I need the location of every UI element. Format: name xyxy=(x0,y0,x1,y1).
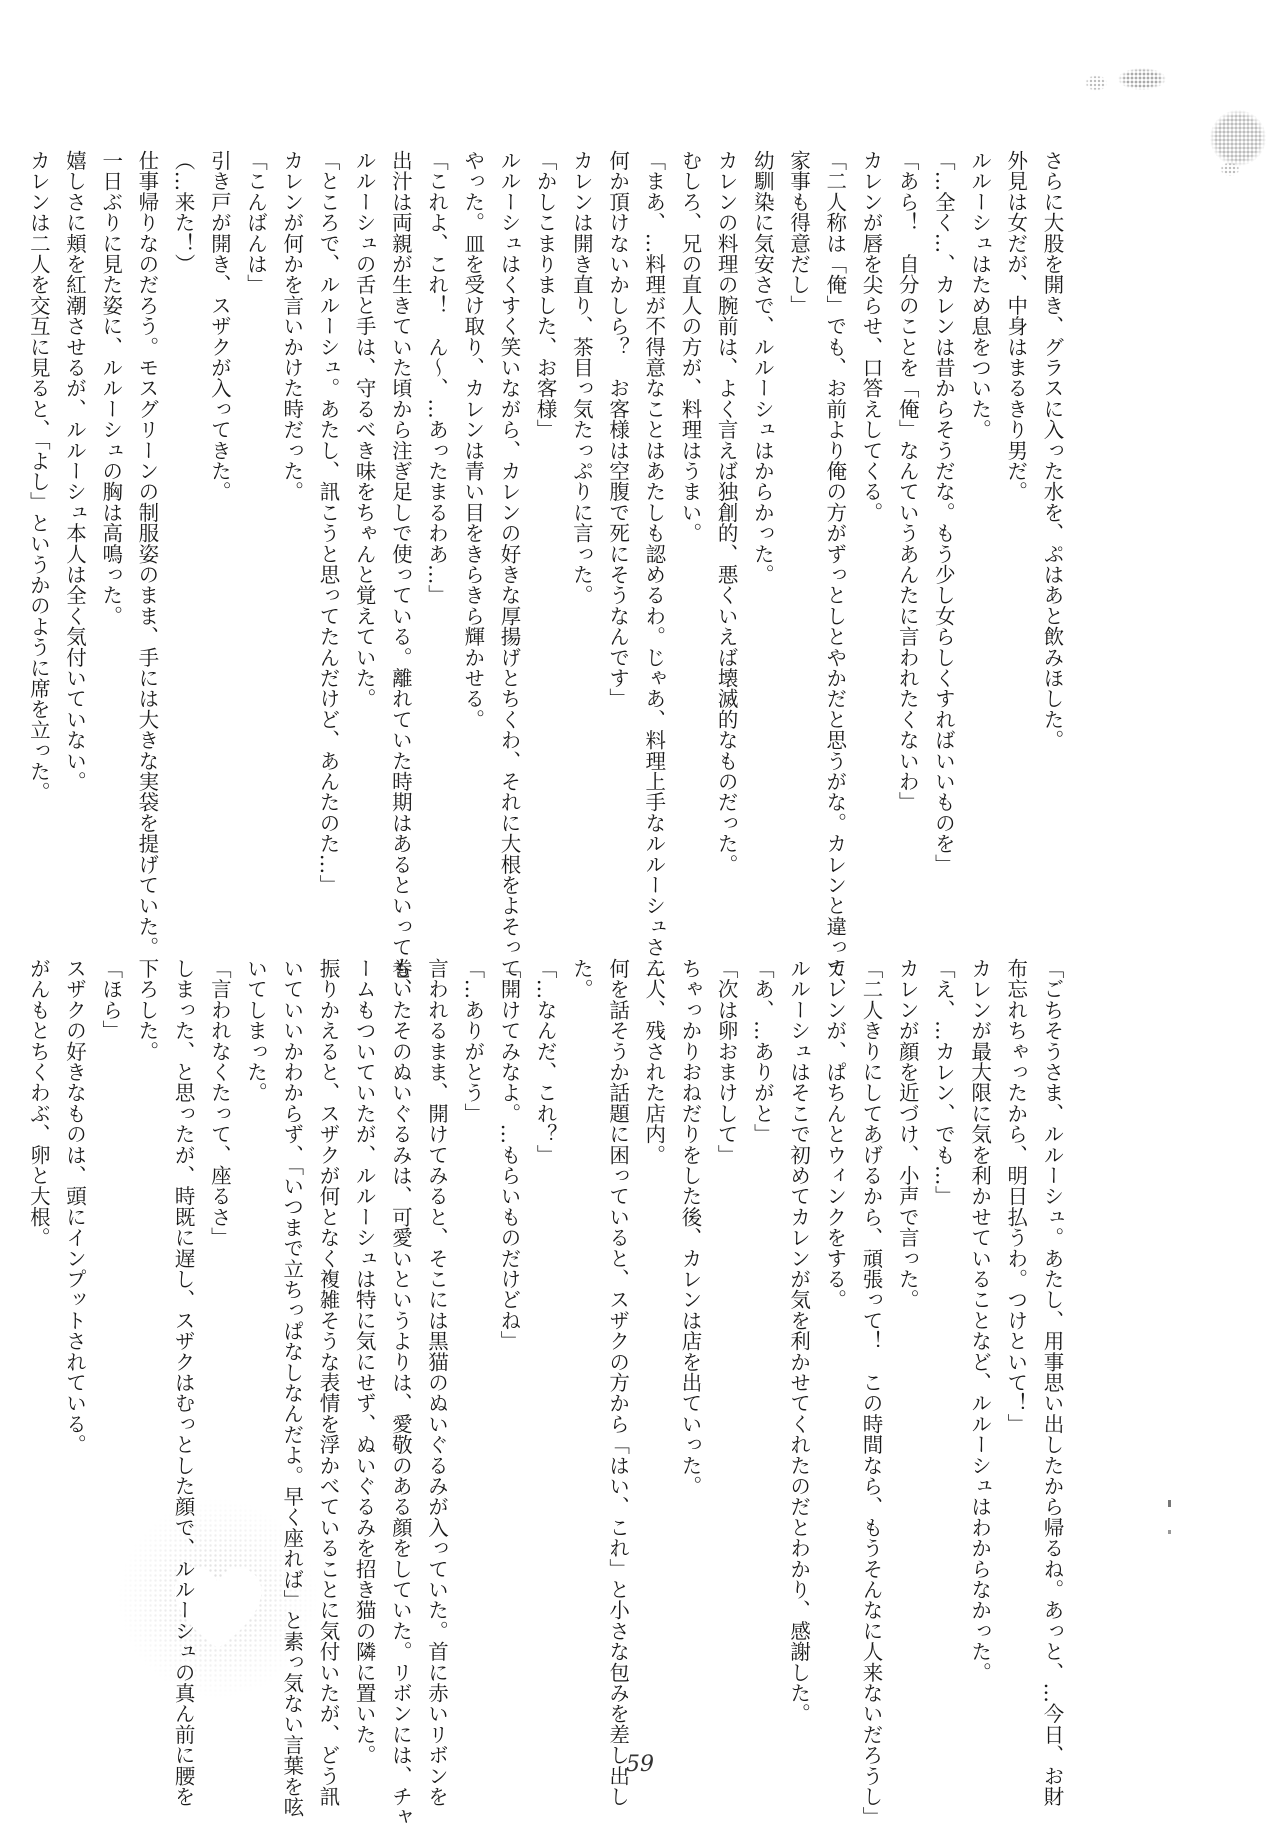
ink-mark xyxy=(1168,1530,1171,1534)
text-line: カレンが最大限に気を利かせていることなど、ルルーシュはわからなかった。 xyxy=(967,958,992,1683)
text-line: 外見は女だが、中身はまるきり男だ。 xyxy=(1003,150,1028,502)
ink-mark xyxy=(1168,1500,1171,1507)
text-line: 「二人きりにしてあげるから、頑張って！ この時間なら、もうそんなに人来ないだろうし」 xyxy=(858,958,883,1828)
text-line: ルルーシュはくすく笑いながら、カレンの好きな厚揚げとちくわ、それに大根をよそって xyxy=(496,150,521,978)
screentone-decoration xyxy=(1085,75,1107,91)
text-line: カレンは開き直り、茶目っ気たっぷりに言った。 xyxy=(569,150,594,606)
text-line: 「ごちそうさま、ルルーシュ。あたし、用事思い出したから帰るね。あっと、…今日、お財 xyxy=(1040,958,1064,1807)
text-line: いてしまった。 xyxy=(243,958,268,1103)
text-line: 「ほら」 xyxy=(98,958,123,1041)
text-line: むしろ、兄の直人の方が、料理はうまい。 xyxy=(677,150,702,544)
text-line: ルルーシュはそこで初めてカレンが気を利かせてくれたのだとわかり、感謝した。 xyxy=(786,958,811,1724)
text-line: ルルーシュはため息をついた。 xyxy=(967,150,992,440)
text-line: 何を話そうか話題に困っていると、スザクの方から「はい、これ」と小さな包みを差し出し xyxy=(605,958,630,1807)
text-line: 出汁は両親が生きていた頃から注ぎ足しで使っている。離れていた時期はあるといっても、 xyxy=(388,150,413,999)
text-line: 引き戸が開き、スザクが入ってきた。 xyxy=(207,150,232,502)
text-line: 「ところで、ルルーシュ。あたし、訊こうと思ってたんだけど、あんたのた…」 xyxy=(315,150,340,896)
text-line: カレンが顔を近づけ、小声で言った。 xyxy=(895,958,920,1310)
text-line: カレンが何かを言いかけた時だった。 xyxy=(279,150,304,502)
text-line: 布忘れちゃったから、明日払うわ。つけといて！」 xyxy=(1003,958,1028,1435)
text-line: いていいかわからず、「いつまで立ちっぱなしなんだよ。早く座れば」と素っ気ない言葉を呟 xyxy=(279,958,304,1818)
text-line: 「…なんだ、これ？」 xyxy=(533,958,558,1165)
text-line: 「これよ、これ！ ん〜、…あったまるわあ…」 xyxy=(424,150,449,606)
text-line: 下ろした。 xyxy=(134,958,159,1062)
text-line: た。 xyxy=(569,958,594,1000)
text-line: ームもついていたが、ルルーシュは特に気にせず、ぬいぐるみを招き猫の隣に置いた。 xyxy=(352,958,377,1766)
text-line: （…来た！） xyxy=(171,150,196,275)
text-line: 「…全く…、カレンは昔からそうだな。もう少し女らしくすればいいものを」 xyxy=(931,150,956,875)
text-line: 家事も得意だし」 xyxy=(786,150,811,316)
text-line: さらに大股を開き、グラスに入った水を、ぷはあと飲みほした。 xyxy=(1040,150,1064,751)
text-line: 一日ぶりに見た姿に、ルルーシュの胸は高鳴った。 xyxy=(98,150,123,627)
text-line: 「あら！ 自分のことを「俺」なんていうあんたに言われたくないわ」 xyxy=(895,150,920,813)
text-line: 言われるまま、開けてみると、そこには黒猫のぬいぐるみが入っていた。首に赤いリボンを xyxy=(424,958,449,1807)
text-line: 「え、…カレン、でも…」 xyxy=(931,958,956,1207)
text-line: スザクの好きなものは、頭にインプットされている。 xyxy=(62,958,87,1455)
text-line: 「かしこまりました、お客様」 xyxy=(533,150,558,440)
text-line: 幼馴染に気安さで、ルルーシュはからかった。 xyxy=(750,150,775,585)
text-line: 「開けてみなよ。…もらいものだけどね」 xyxy=(496,958,521,1352)
text-line: がんもとちくわぶ、卵と大根。 xyxy=(26,958,51,1248)
screentone-decoration xyxy=(1210,110,1266,166)
text-line: しまった、と思ったが、時既に遅し、スザクはむっとした顔で、ルルーシュの真ん前に腰を xyxy=(171,958,196,1807)
text-line: カレンが、ぱちんとウィンクをする。 xyxy=(822,958,847,1310)
text-line: 巻いたそのぬいぐるみは、可愛いというよりは、愛敬のある顔をしていた。リボンには、チャ xyxy=(388,958,413,1828)
screentone-decoration xyxy=(1220,162,1240,176)
text-line: 「二人称は「俺」でも、お前より俺の方がずっとしとやかだと思うがな。カレンと違って、 xyxy=(822,150,847,999)
text-line: やった。皿を受け取り、カレンは青い目をきらきら輝かせる。 xyxy=(460,150,485,730)
text-line: 「こんばんは」 xyxy=(243,150,268,295)
text-line: 「次は卵おまけして」 xyxy=(714,958,739,1165)
text-line: 振りかえると、スザクが何となく複雑そうな表情を浮かべていることに気付いたが、どう訊 xyxy=(315,958,340,1807)
text-line: ルルーシュの舌と手は、守るべき味をちゃんと覚えていた。 xyxy=(352,150,377,709)
screentone-decoration xyxy=(1118,68,1166,90)
text-line: ちゃっかりおねだりをした後、カレンは店を出ていった。 xyxy=(677,958,702,1497)
text-line: カレンが唇を尖らせ、口答えしてくる。 xyxy=(858,150,883,523)
text-line: 「まあ、…料理が不得意なことはあたしも認めるわ。じゃあ、料理上手なルルーシュさん、 xyxy=(641,150,666,999)
text-line: 何か頂けないかしら？ お客様は空腹で死にそうなんです」 xyxy=(605,150,630,709)
text-line: 「あ、…ありがと」 xyxy=(750,958,775,1145)
text-line: カレンは二人を交互に見ると、「よし」というかのように席を立った。 xyxy=(26,150,51,803)
text-line: 「言われなくたって、座るさ」 xyxy=(207,958,232,1248)
text-line: 仕事帰りなのだろう。モスグリーンの制服姿のまま、手には大きな実袋を提げていた。 xyxy=(134,150,159,958)
text-line: 嬉しさに頬を紅潮させるが、ルルーシュ本人は全く気付いていない。 xyxy=(62,150,87,792)
text-line: 「…ありがとう」 xyxy=(460,958,485,1124)
page-number: 59 xyxy=(626,1752,654,1777)
text-line: カレンの料理の腕前は、よく言えば独創的、悪くいえば壊滅的なものだった。 xyxy=(714,150,739,875)
text-line: 二人、残された店内。 xyxy=(641,958,666,1165)
upper-text-column xyxy=(26,150,1070,999)
